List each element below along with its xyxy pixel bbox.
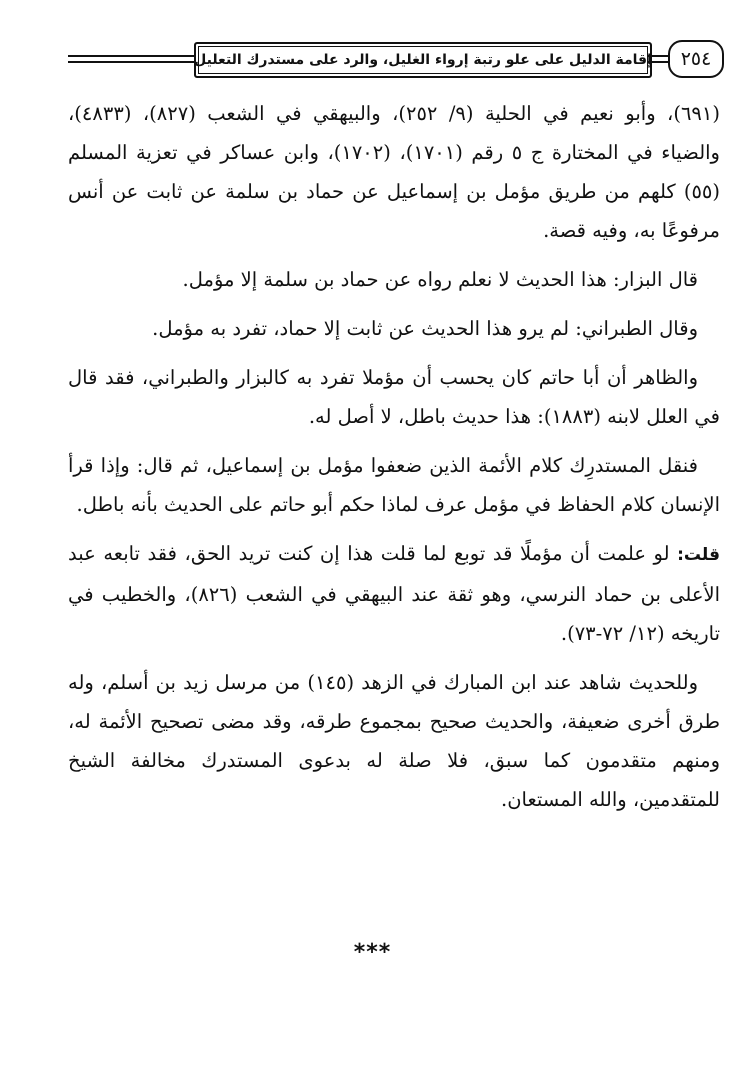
page-number: ٢٥٤: [680, 48, 712, 70]
paragraph-7: وللحديث شاهد عند ابن المبارك في الزهد (١٤٥) من مرسل زيد بن أسلم، وله طرق أخرى ضعيفة، والحديث صحيح بمجموع طرقه، وقد مضى تصحيح الأئمة له، ومنهم متقدمون كما سبق، فلا صلة له بدعوى المستدرك مخالفة الشيخ للمتقدمين، والله المستعان.: [68, 671, 720, 811]
section-separator: ***: [353, 940, 392, 965]
paragraph-6-text: لو علمت أن مؤملًا قد توبع لما قلت هذا إن كنت تريد الحق، فقد تابعه عبد الأعلى بن حماد النرسي، وهو ثقة عند البيهقي في الشعب (٨٢٦)، والخطيب في تاريخه (١٢/ ٧٢-٧٣).: [68, 542, 721, 645]
qult-marker: قلت:: [677, 545, 720, 565]
paragraph-5: فنقل المستدرِك كلام الأئمة الذين ضعفوا مؤمل بن إسماعيل، ثم قال: وإذا قرأ الإنسان كلام الحفاظ في مؤمل عرف لماذا حكم أبو حاتم على الحديث بأنه باطل.: [68, 454, 720, 516]
page-body: [68, 94, 720, 819]
paragraph-1: (٦٩١)، وأبو نعيم في الحلية (٩/ ٢٥٢)، والبيهقي في الشعب (٨٢٧)، (٤٨٣٣)، والضياء في المختارة ج ٥ رقم (١٧٠١)، (١٧٠٢)، وابن عساكر في تعزية المسلم (٥٥) كلهم من طريق مؤمل بن إسماعيل عن حماد بن سلمة عن ثابت عن أنس مرفوعًا به، وفيه قصة.: [68, 102, 720, 242]
paragraph-2: قال البزار: هذا الحديث لا نعلم رواه عن حماد بن سلمة إلا مؤمل.: [182, 268, 698, 291]
paragraph-4: والظاهر أن أبا حاتم كان يحسب أن مؤملا تفرد به كالبزار والطبراني، فقد قال في العلل لابنه (١٨٨٣): هذا حديث باطل، لا أصل له.: [68, 366, 720, 428]
paragraph-6: [68, 534, 720, 653]
header-rule-left: [68, 55, 194, 63]
page-number-box: [668, 40, 724, 78]
page-header: [68, 40, 720, 82]
header-rule-middle: [648, 55, 668, 63]
running-title-text: إقامة الدليل على علو رتبة إرواء الغليل، والرد على مستدرك التعليل: [194, 52, 652, 68]
paragraph-3: وقال الطبراني: لم يرو هذا الحديث عن ثابت إلا حماد، تفرد به مؤمل.: [152, 317, 698, 340]
running-title: [194, 42, 652, 78]
